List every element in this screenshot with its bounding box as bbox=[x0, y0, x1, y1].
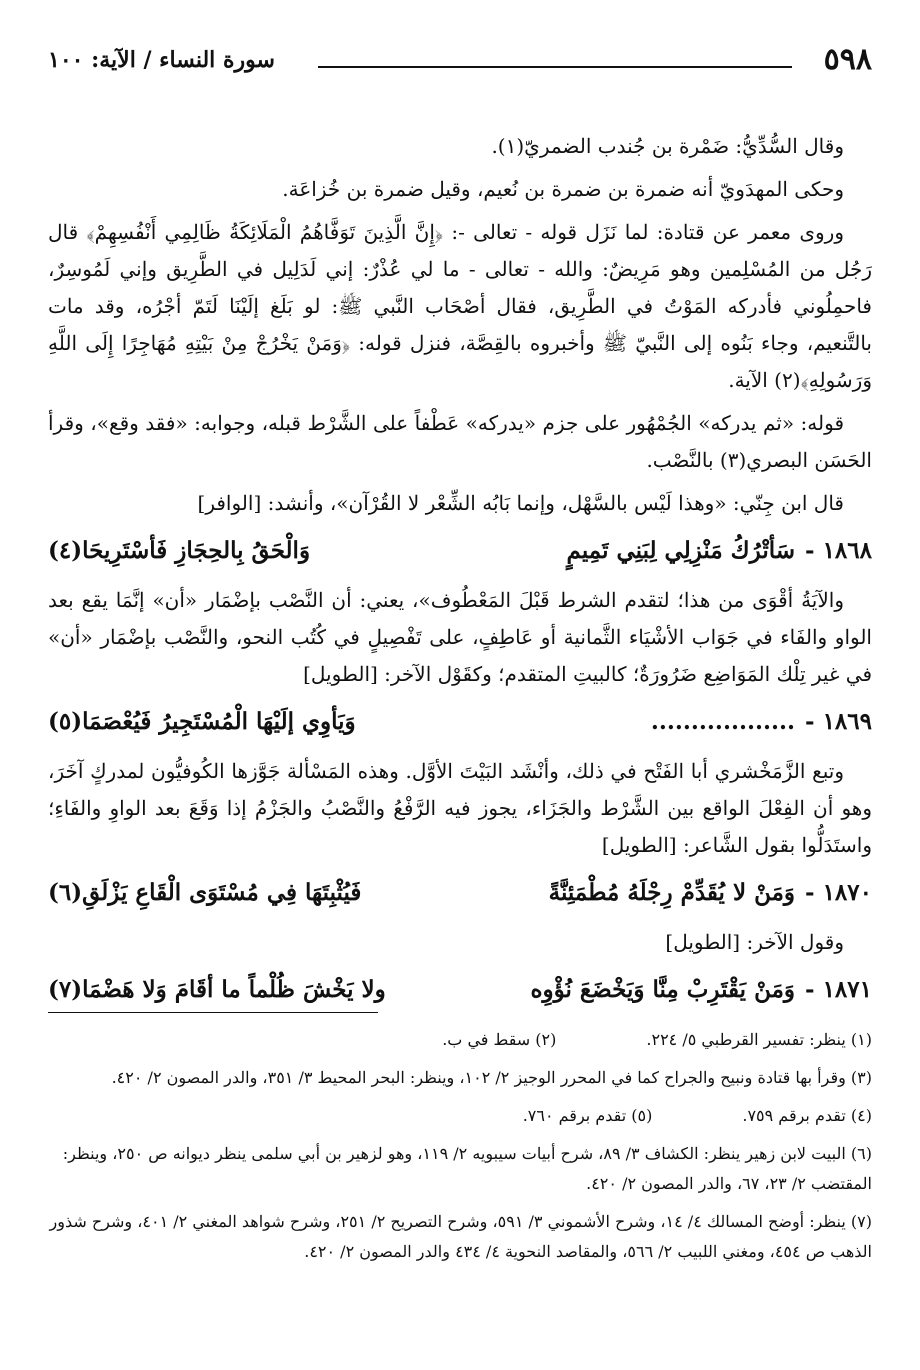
verse-second-hemistich: وَالْحَقُ بِالحِجَازِ فَأسْتَرِيحَا(٤) bbox=[47, 537, 311, 564]
main-text bbox=[48, 128, 872, 1013]
footnote-1: (١) ينظر: تفسير القرطبي ٥/ ٢٢٤. bbox=[646, 1030, 872, 1049]
poetry-verse-1871 bbox=[48, 967, 872, 1013]
footnotes bbox=[48, 1012, 872, 1275]
header-rule bbox=[318, 66, 792, 68]
verse-number: ١٨٧٠ - bbox=[805, 879, 872, 906]
page-header bbox=[48, 40, 872, 80]
verse-first-hemistich: سَأتْرُكُ مَنْزِلِي لِبَنِي تَمِيمٍ bbox=[566, 537, 796, 564]
running-title: سورة النساء / الآية: ١٠٠ bbox=[48, 47, 275, 73]
poetry-verse-1869 bbox=[48, 699, 872, 745]
paragraph: والآيَةُ أقْوَى من هذا؛ لتقدم الشرط قَبْلَ المَعْطُوف»، يعني: أن النَّصْب بإضْمَار «أن» إنَّمَا يقع بعد الواو والفَاء في جَوَاب الأشْيَاء الثَّمانية أو عَاطِفٍ، على تَفْصِيلٍ في كُتُب النحو، والنَّصْب بإضْمَار «أن» في غير تِلْك المَوَاضِع ضَرُورَةٌ؛ كالبيتِ المتقدم؛ وكقَوْل الآخر: [الطويل] bbox=[48, 588, 872, 686]
footnote-row bbox=[48, 1025, 872, 1055]
verse-first-hemistich: وَمَنْ لا يُقَدِّمْ رِجْلَهُ مُطْمَئِنَّةً bbox=[548, 879, 796, 906]
footnote-7: (٧) ينظر: أوضح المسالك ٤/ ١٤، وشرح الأشموني ٣/ ٥٩١، وشرح التصريح ٢/ ٢٥١، وشرح شواهد المغني ٢/ ٤٠١، وشرح شذور الذهب ص ٤٥٤، ومغني اللبيب ٢/ ٥٦٦، والمقاصد النحوية ٤/ ٤٣٤ والدر المصون ٢/ ٤٢٠. bbox=[49, 1212, 872, 1261]
verse-first-hemistich: .................. bbox=[650, 708, 796, 735]
footnote-divider bbox=[48, 1012, 378, 1013]
paragraph: وقال السُّدِّيُّ: ضَمْرة بن جُندب الضمريّ(١). bbox=[491, 134, 844, 158]
poetry-verse-1868 bbox=[48, 528, 872, 574]
paragraph: وتبع الزَّمَخْشري أبا الفَتْح في ذلك، وأنْشَد البَيْتَ الأوَّل. وهذه المَسْألة جَوَّزها الكُوفيُّون لمدركٍ آخَرَ، وهو أن الفِعْلَ الواقع بين الشَّرْط والجَزَاء، يجوز فيه الرَّفْعُ والنَّصْبُ والجَزْمُ إذا وَقَعَ بعد الواوِ والفَاءِ؛ واستَدَلُّوا بقول الشَّاعر: [الطويل] bbox=[48, 759, 872, 857]
footnote-2: (٢) سقط في ب. bbox=[442, 1030, 557, 1049]
paragraph: وروى معمر عن قتادة: لما نَزَل قوله - تعالى -: ﴿إِنَّ الَّذِينَ تَوَفَّاهُمُ الْمَلَائِكَةُ ظَالِمِي أَنْفُسِهِمْ﴾ قال رَجُل من المُسْلِمين وهو مَرِيضٌ: والله - تعالى - ما لي عُذْرٌ: إني لَدَلِيل في الطَّرِيق وإني لَمُوسِرٌ، فاحمِلُوني فأدركه المَوْتُ في الطَّرِيق، فقال أصْحَاب النَّبي ﷺ: لو بَلَغ إلَيْنَا لَتَمّ أجْرُه، وقد مات بالتَّنعيم، وجاء بَنُوه إلى النَّبيّ ﷺ وأخبروه بالقِصَّة، فنزل قوله: ﴿وَمَنْ يَخْرُجْ مِنْ بَيْتِهِ مُهَاجِرًا إِلَى اللَّهِ وَرَسُولِهِ﴾(٢) الآية. bbox=[48, 220, 872, 392]
paragraph: وحكى المهدَويّ أنه ضمرة بن ضمرة بن نُعيم، وقيل ضمرة بن خُزاعَة. bbox=[282, 177, 844, 201]
verse-second-hemistich: وَيَأوِي إلَيْهَا الْمُسْتَجِيرُ فَيُعْصَمَا(٥) bbox=[47, 708, 356, 735]
paragraph: وقول الآخر: [الطويل] bbox=[665, 930, 844, 954]
page-number: ٥٩٨ bbox=[823, 42, 872, 77]
verse-number: ١٨٧١ - bbox=[805, 976, 872, 1003]
book-page bbox=[48, 40, 872, 1350]
paragraph: قال ابن جِنّي: «وهذا لَيْس بالسَّهْل، وإنما بَابُه الشِّعْر لا القُرْآن»، وأنشد: [الوافر] bbox=[197, 491, 844, 515]
footnote-5: (٥) تقدم برقم ٧٦٠. bbox=[522, 1106, 653, 1125]
verse-second-hemistich: ولا يَخْشَ ظُلْماً ما أقَامَ وَلا هَضْمَا(٧) bbox=[47, 976, 386, 1003]
paragraph: قوله: «ثم يدركه» الجُمْهُور على جزم «يدركه» عَطْفاً على الشَّرْط قبله، وجوابه: «فقد وقع»، وقرأ الحَسَن البصري(٣) بالنَّصْب. bbox=[48, 411, 872, 472]
verse-number: ١٨٦٨ - bbox=[805, 537, 872, 564]
footnote-row bbox=[48, 1101, 872, 1131]
footnote-3: (٣) وقرأ بها قتادة ونبيح والجراح كما في المحرر الوجيز ٢/ ١٠٢، وينظر: البحر المحيط ٣/ ٣٥١، والدر المصون ٢/ ٤٢٠. bbox=[111, 1068, 872, 1087]
verse-second-hemistich: فَيُثْبِتَهَا فِي مُسْتَوَى الْقَاعِ يَزْلَقِ(٦) bbox=[47, 879, 362, 906]
footnote-6: (٦) البيت لابن زهير ينظر: الكشاف ٣/ ٨٩، شرح أبيات سيبويه ٢/ ١١٩، وهو لزهير بن أبي سلمى ينظر ديوانه ص ٢٥٠، وينظر: المقتضب ٢/ ٢٣، ٦٧، والدر المصون ٢/ ٤٢٠. bbox=[62, 1144, 872, 1193]
poetry-verse-1870 bbox=[48, 870, 872, 916]
footnote-4: (٤) تقدم برقم ٧٥٩. bbox=[742, 1106, 872, 1125]
verse-first-hemistich: وَمَنْ يَقْتَرِبْ مِنَّا وَيَخْضَعَ نُؤْوِه bbox=[530, 976, 796, 1003]
verse-number: ١٨٦٩ - bbox=[805, 708, 872, 735]
